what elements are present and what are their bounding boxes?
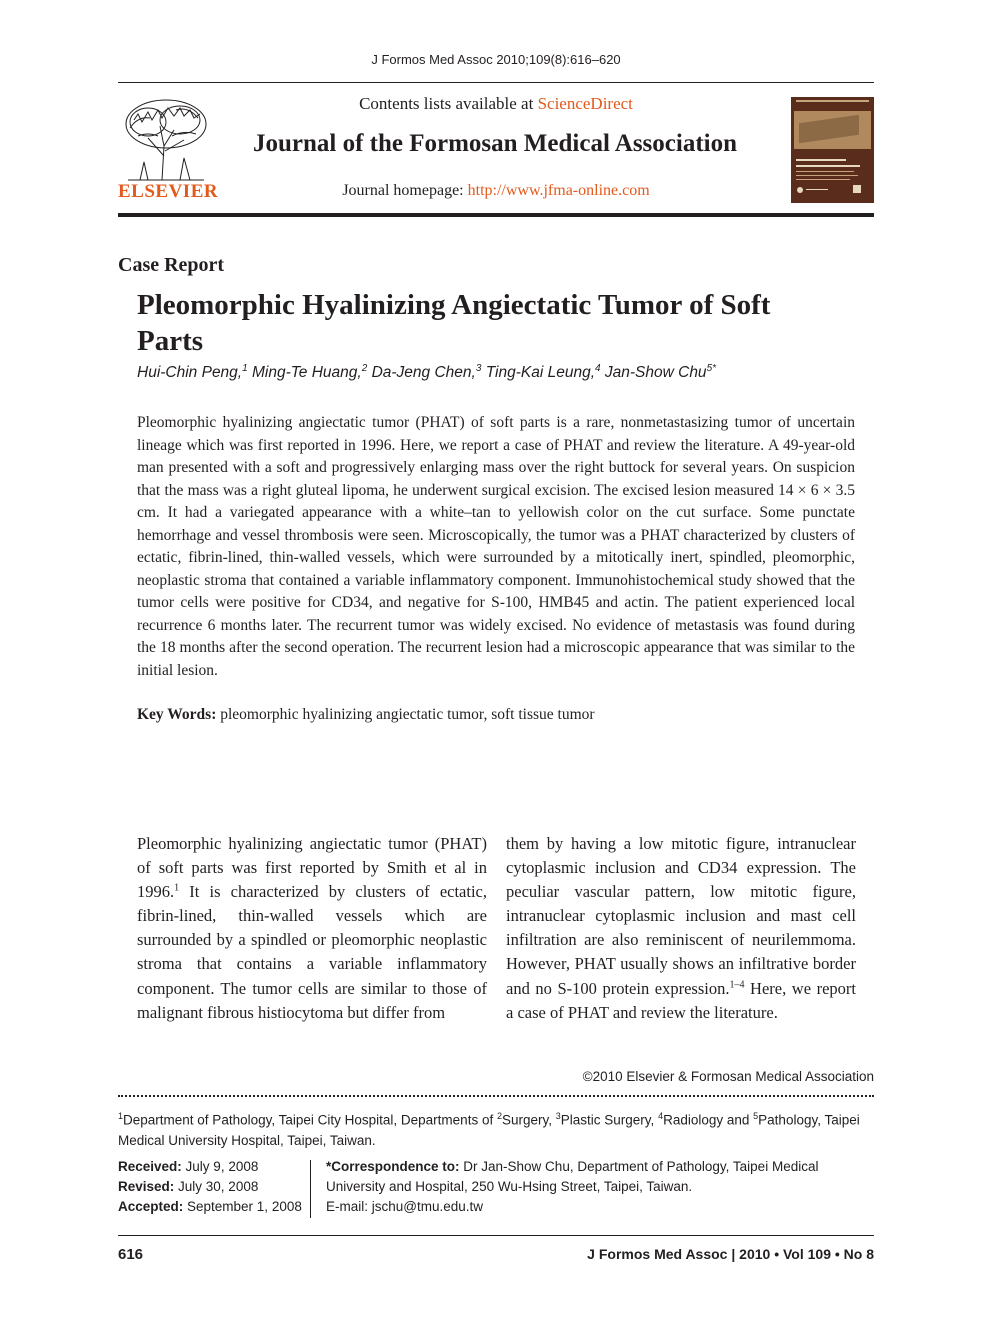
author-name: Jan-Show Chu bbox=[604, 364, 707, 382]
correspondence-text: Dr Jan-Show Chu, Department of Pathology, Taipei Medical University and Hospital, 250 Wu-Hsing Street, Taipei, Taiwan. bbox=[326, 1159, 819, 1194]
footer-rule bbox=[118, 1235, 874, 1236]
affiliation-text: Pathology, Taipei Medical University Hospital, Taipei, Taiwan. bbox=[118, 1112, 860, 1148]
sciencedirect-link[interactable]: ScienceDirect bbox=[537, 94, 633, 113]
abstract: Pleomorphic hyalinizing angiectatic tumor (PHAT) of soft parts is a rare, nonmetastasizing tumor of uncertain lineage which was first reported in 1996. Here, we report a case of PHAT and review the literature. A 49-year-old man presented with a soft and progressively enlarging mass over the right buttock for several years. On suspicion that the mass was a right gluteal lipoma, he underwent surgical excision. The excised lesion measured 14 × 6 × 3.5 cm. It had a variegated appearance with a white–tan to yellowish color on the cut surface. Some punctate hemorrhage and vessel thrombosis were seen. Microscopically, the tumor was a PHAT characterized by clusters of ectatic, fibrin-lined, thin-walled vessels, which were surrounded by a mitotically inert, spindled, pleomorphic, neoplastic stroma that contained a variable inflammatory component. Immunohistochemical study showed that the tumor cells were positive for CD34, and negative for S-100, HMB45 and actin. The patient experienced local recurrence 6 months later. The recurrent tumor was widely excised. No evidence of metastasis was found during the 18 months after the second operation. The recurrent lesion had a microscopic appearance that was similar to the initial lesion. bbox=[137, 414, 855, 679]
affiliations bbox=[118, 1106, 874, 1151]
contents-line bbox=[256, 94, 736, 114]
author-affiliation: 1 bbox=[242, 363, 248, 374]
elsevier-tree-logo bbox=[118, 96, 214, 182]
author-affiliation: 2 bbox=[361, 363, 368, 374]
citation-ref[interactable]: 1 bbox=[174, 882, 180, 894]
header-thick-rule bbox=[118, 213, 874, 217]
body-text: Pleomorphic hyalinizing angiectatic tumor (PHAT) of soft parts was first reported by Smith et al in 1996. bbox=[137, 834, 487, 902]
keywords bbox=[137, 706, 855, 724]
affiliation-sup: 1 bbox=[118, 1111, 124, 1121]
body-column-right bbox=[506, 832, 856, 1025]
body-text: Here, we report a case of PHAT and review the literature. bbox=[506, 978, 856, 1022]
copyright: ©2010 Elsevier & Formosan Medical Association bbox=[582, 1069, 874, 1084]
article-dates bbox=[118, 1157, 308, 1217]
author-affiliation: 5* bbox=[706, 363, 717, 374]
keywords-text: pleomorphic hyalinizing angiectatic tumor, soft tissue tumor bbox=[216, 706, 595, 723]
affiliation-sup: 2 bbox=[496, 1111, 502, 1121]
affiliation-text: Radiology and bbox=[663, 1112, 754, 1128]
homepage-link[interactable]: http://www.jfma-online.com bbox=[467, 182, 650, 199]
author-list bbox=[137, 363, 716, 382]
revised-date: Revised: July 30, 2008 bbox=[118, 1179, 259, 1194]
elsevier-wordmark: ELSEVIER bbox=[118, 181, 219, 202]
correspondence-label: *Correspondence to: bbox=[326, 1159, 460, 1174]
keywords-label: Key Words: bbox=[137, 706, 217, 723]
affiliation-text: Plastic Surgery, bbox=[560, 1112, 659, 1128]
body-text: them by having a low mitotic figure, intranuclear cytoplasmic inclusion and CD34 expression. The peculiar vascular pattern, low mitotic figure, intranuclear cytoplasmic inclusion and mast cell infiltration are also reminiscent of neurilemmoma. However, PHAT usually shows an infiltrative border and no S-100 protein expression. bbox=[506, 834, 856, 998]
journal-cover-thumbnail bbox=[791, 97, 874, 203]
author-affiliation: 4 bbox=[595, 363, 601, 374]
homepage-prefix: Journal homepage: bbox=[342, 182, 468, 199]
affiliation-sup: 3 bbox=[555, 1111, 561, 1121]
running-head: J Formos Med Assoc 2010;109(8):616–620 bbox=[371, 52, 621, 67]
footnote-divider bbox=[118, 1095, 874, 1097]
author-name: Hui-Chin Peng, bbox=[137, 364, 243, 382]
correspondence-email[interactable]: E-mail: jschu@tmu.edu.tw bbox=[326, 1199, 484, 1214]
article-type: Case Report bbox=[118, 254, 225, 276]
correspondence bbox=[326, 1157, 874, 1217]
contents-prefix: Contents lists available at bbox=[359, 94, 538, 113]
received-date: Received: July 9, 2008 bbox=[118, 1159, 259, 1174]
author-name: Ting-Kai Leung, bbox=[485, 364, 596, 382]
author-affiliation: 3 bbox=[475, 363, 482, 374]
author-name: Da-Jeng Chen, bbox=[371, 364, 476, 382]
header-rule bbox=[118, 82, 874, 83]
citation-ref[interactable]: 1–4 bbox=[729, 979, 745, 991]
article-title: Pleomorphic Hyalinizing Angiectatic Tumor of Soft Parts bbox=[137, 289, 771, 357]
body-column-left bbox=[137, 832, 487, 1025]
affiliation-text: Surgery, bbox=[501, 1112, 556, 1128]
footer-vertical-divider bbox=[310, 1160, 311, 1218]
journal-name: Journal of the Formosan Medical Association bbox=[252, 130, 737, 157]
affiliation-sup: 4 bbox=[658, 1111, 664, 1121]
page-number: 616 bbox=[118, 1246, 144, 1263]
accepted-date: Accepted: September 1, 2008 bbox=[118, 1199, 302, 1214]
body-text: It is characterized by clusters of ectatic, fibrin-lined, thin-walled vessels which are surrounded by a spindled or pleomorphic neoplastic stroma that contains a variable inflammatory component. The tumor cells are similar to those of malignant fibrous histiocytoma but differ from bbox=[137, 882, 487, 1022]
footer-citation: J Formos Med Assoc | 2010 • Vol 109 • No 8 bbox=[587, 1246, 874, 1262]
affiliation-text: Department of Pathology, Taipei City Hospital, Departments of bbox=[123, 1112, 497, 1128]
author-name: Ming-Te Huang, bbox=[251, 364, 362, 382]
affiliation-sup: 5 bbox=[753, 1111, 759, 1121]
homepage-line bbox=[256, 182, 736, 200]
